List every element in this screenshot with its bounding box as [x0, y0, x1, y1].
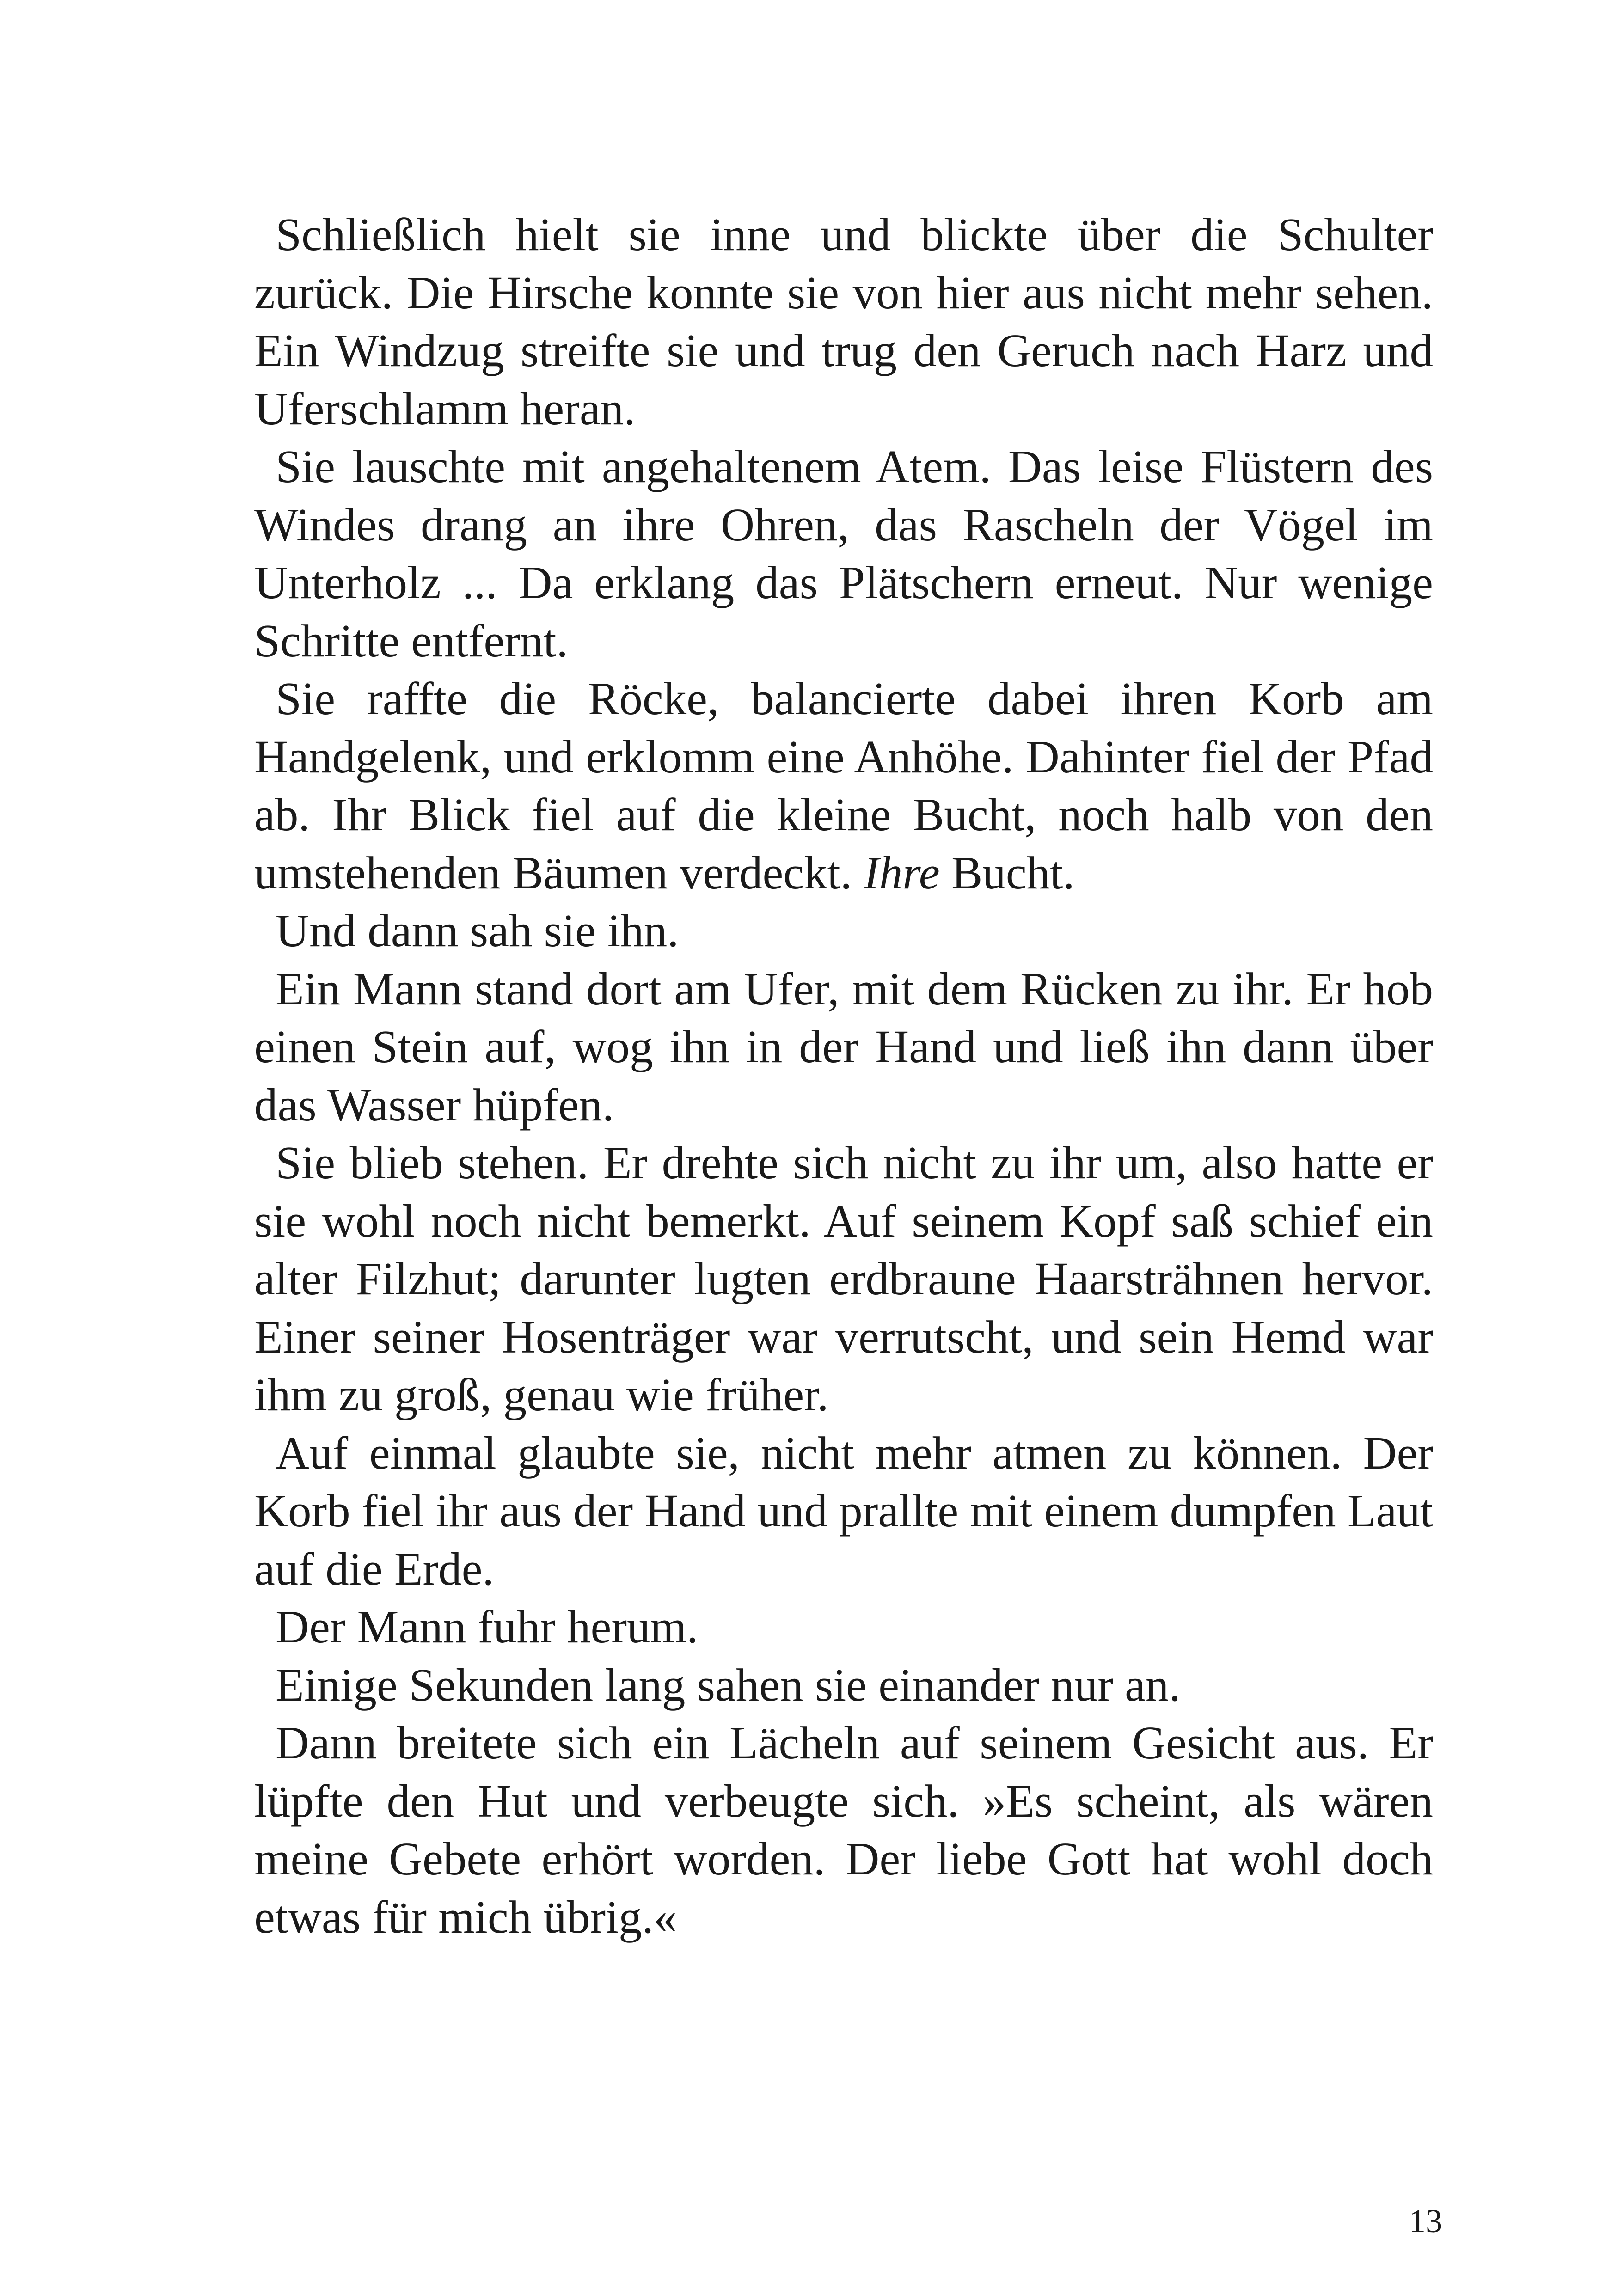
- paragraph-1: Schließlich hielt sie inne und blickte über die Schulter zurück. Die Hirsche konnte sie von hier aus nicht mehr sehen. Ein Windzug streifte sie und trug den Geruch nach Harz und Uferschlamm heran.: [254, 208, 1433, 435]
- paragraph-6: Sie blieb stehen. Er drehte sich nicht zu ihr um, also hatte er sie wohl noch nicht bemerkt. Auf seinem Kopf saß schief ein alter Filzhut; darunter lugten erdbraune Haarsträhnen hervor. Einer seiner Hosenträger war verrutscht, und sein Hemd war ihm zu groß, genau wie früher.: [254, 1137, 1433, 1420]
- paragraph-5: Ein Mann stand dort am Ufer, mit dem Rücken zu ihr. Er hob einen Stein auf, wog ihn in der Hand und ließ ihn dann über das Wasser hüpfen.: [254, 962, 1433, 1131]
- page-number: 13: [1409, 2203, 1442, 2240]
- paragraph-3-before: Sie raffte die Röcke, balancierte dabei ihren Korb am Handgelenk, und erklomm eine Anhöhe. Dahinter fiel der Pfad ab. Ihr Blick fiel auf die kleine Bucht, noch halb von den umstehenden Bäumen verdeckt.: [254, 673, 1433, 899]
- paragraph-10: Dann breitete sich ein Lächeln auf seinem Gesicht aus. Er lüpfte den Hut und verbeugte sich. »Es scheint, als wären meine Gebete erhört worden. Der liebe Gott hat wohl doch etwas für mich übrig.«: [254, 1717, 1433, 1943]
- paragraph-7: Auf einmal glaubte sie, nicht mehr atmen zu können. Der Korb fiel ihr aus der Hand und prallte mit einem dumpfen Laut auf die Erde.: [254, 1427, 1433, 1595]
- paragraph-8: Der Mann fuhr herum.: [276, 1601, 699, 1653]
- paragraph-3-emphasis: Ihre: [864, 846, 940, 899]
- paragraph-4: Und dann sah sie ihn.: [276, 905, 679, 956]
- paragraph-3: [254, 670, 1433, 902]
- paragraph-2: Sie lauschte mit angehaltenem Atem. Das leise Flüstern des Windes drang an ihre Ohren, das Rascheln der Vögel im Unterholz ... Da erklang das Plätschern erneut. Nur wenige Schritte entfernt.: [254, 441, 1433, 667]
- paragraph-9: Einige Sekunden lang sahen sie einander nur an.: [276, 1659, 1181, 1711]
- paragraph-3-after: Bucht.: [939, 846, 1075, 899]
- body-text: [254, 206, 1433, 1946]
